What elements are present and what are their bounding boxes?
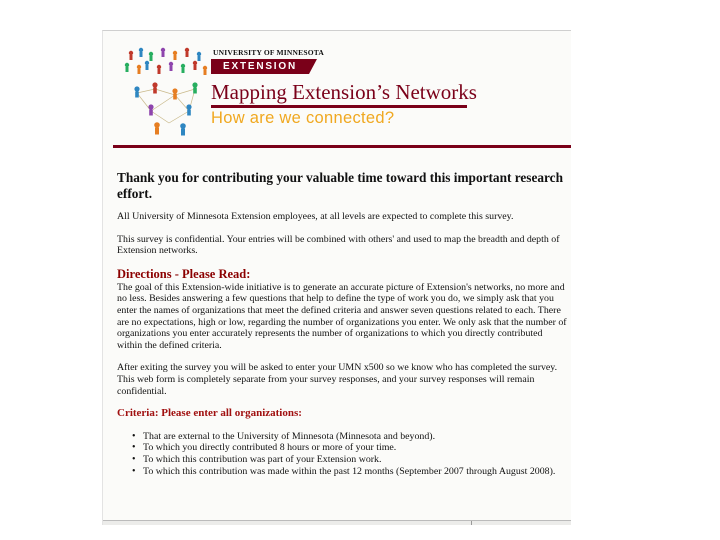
page-header <box>103 31 571 151</box>
criteria-heading: Criteria: Please enter all organizations: <box>117 407 302 420</box>
criteria-list <box>117 431 569 477</box>
directions-heading: Directions - Please Read: <box>117 266 251 281</box>
list-item: • To which this contribution was made within the past 12 months (September 2007 through August 2008). <box>143 466 569 478</box>
survey-page <box>102 30 571 525</box>
list-item: • To which this contribution was part of your Extension work. <box>143 454 569 466</box>
directions-paragraph: The goal of this Extension-wide initiative is to generate an accurate picture of Extension's networks, no more and no less. Besides answering a few questions that help to define the type of work you do, we simply ask that you enter the names of organizations that meet the defined criteria and answer seven questions related to each. There are no expectations, high or low, regarding the number of organizations you enter. We only ask that the number of organizations you enter accurately represents the number of organizations to which you directly contributed within the defined criteria. <box>117 281 567 351</box>
intro-paragraph: All University of Minnesota Extension employees, at all levels are expected to complete this survey. <box>117 211 514 222</box>
list-item: • To which you directly contributed 8 hours or more of your time. <box>143 442 569 454</box>
status-bar <box>103 520 571 525</box>
people-network-logo <box>117 45 217 143</box>
header-divider <box>113 145 571 148</box>
after-exit-paragraph: After exiting the survey you will be asked to enter your UMN x500 so we know who has completed the survey. This web form is completely separate from your survey responses, and your survey responses will remain confidential. <box>117 362 558 397</box>
thank-you-heading: Thank you for contributing your valuable time toward this important research effort. <box>117 170 563 201</box>
survey-content <box>117 170 569 477</box>
list-item: • That are external to the University of Minnesota (Minnesota and beyond). <box>143 431 569 443</box>
title-divider <box>211 105 467 108</box>
page-subtitle: How are we connected? <box>211 109 395 127</box>
confidentiality-paragraph: This survey is confidential. Your entries will be combined with others' and used to map the breadth and depth of Extension networks. <box>117 233 560 257</box>
page-title: Mapping Extension’s Networks <box>211 80 477 104</box>
university-wordmark: UNIVERSITY OF MINNESOTA <box>213 48 325 57</box>
extension-banner: EXTENSION <box>211 59 309 74</box>
status-bar-divider <box>471 521 472 525</box>
